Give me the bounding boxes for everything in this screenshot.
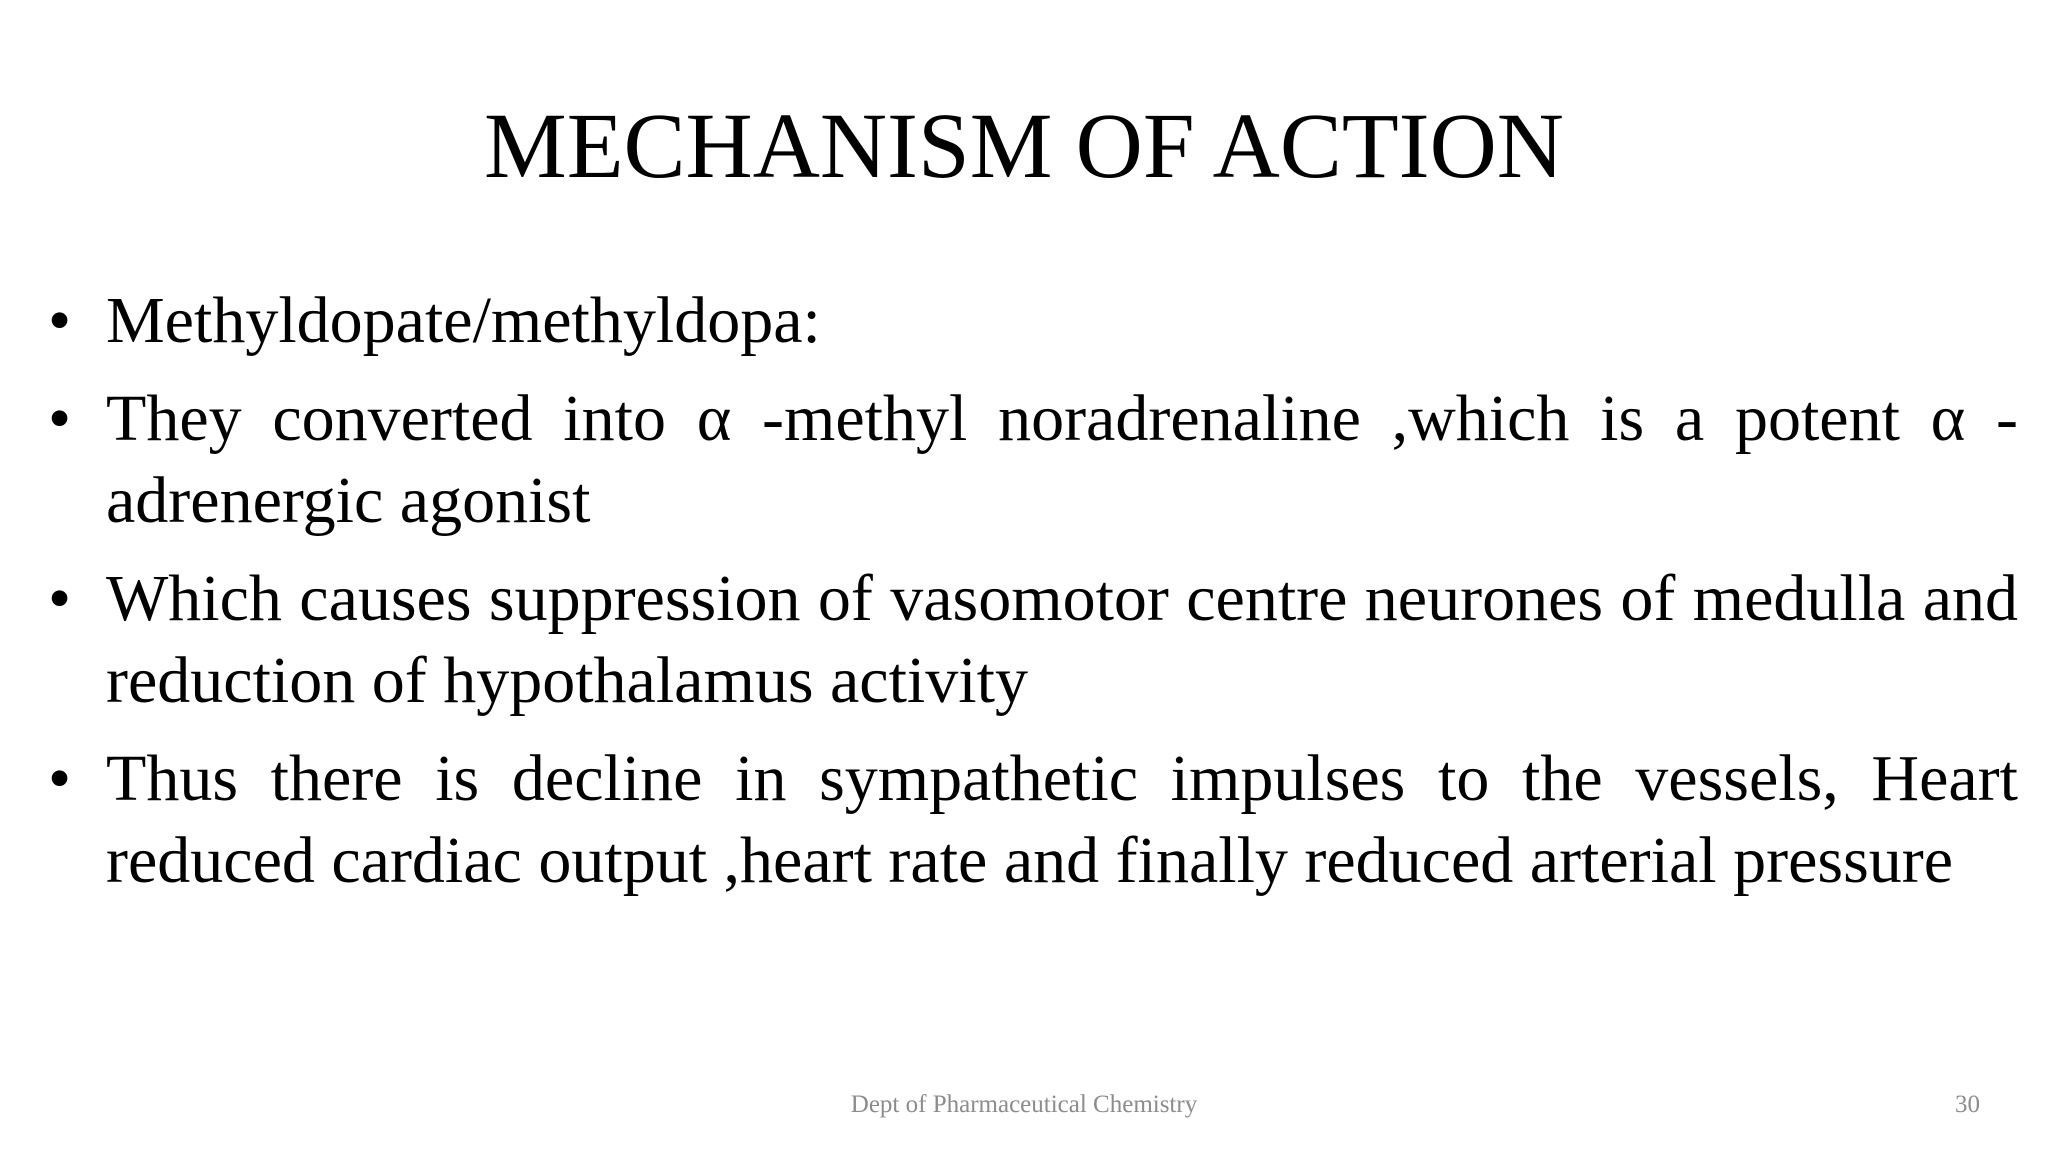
bullet-icon: •: [48, 284, 72, 357]
bullet-text: They converted into α -methyl noradrenaline ,which is a potent α -adrenergic agonist: [106, 382, 2018, 537]
bullet-item: [48, 738, 2018, 902]
bullet-icon: •: [48, 742, 72, 815]
slide-title: MECHANISM OF ACTION: [484, 95, 1564, 198]
bullet-text: Thus there is decline in sympathetic impulses to the vessels, Heart reduced cardiac output ,heart rate and finally reduced arterial pressure: [106, 742, 2018, 897]
footer-department: Dept of Pharmaceutical Chemistry: [850, 1091, 1198, 1118]
bullet-item: [48, 378, 2018, 542]
bullet-text: Methyldopate/methyldopa:: [106, 284, 821, 357]
bullet-text: Which causes suppression of vasomotor centre neurones of medulla and reduction of hypothalamus activity: [106, 562, 2018, 717]
bullet-icon: •: [48, 562, 72, 635]
bullet-item: [48, 558, 2018, 722]
bullet-list: [48, 280, 2018, 918]
bullet-icon: •: [48, 382, 72, 455]
bullet-item: [48, 280, 2018, 362]
slide-number: 30: [1955, 1091, 1980, 1118]
